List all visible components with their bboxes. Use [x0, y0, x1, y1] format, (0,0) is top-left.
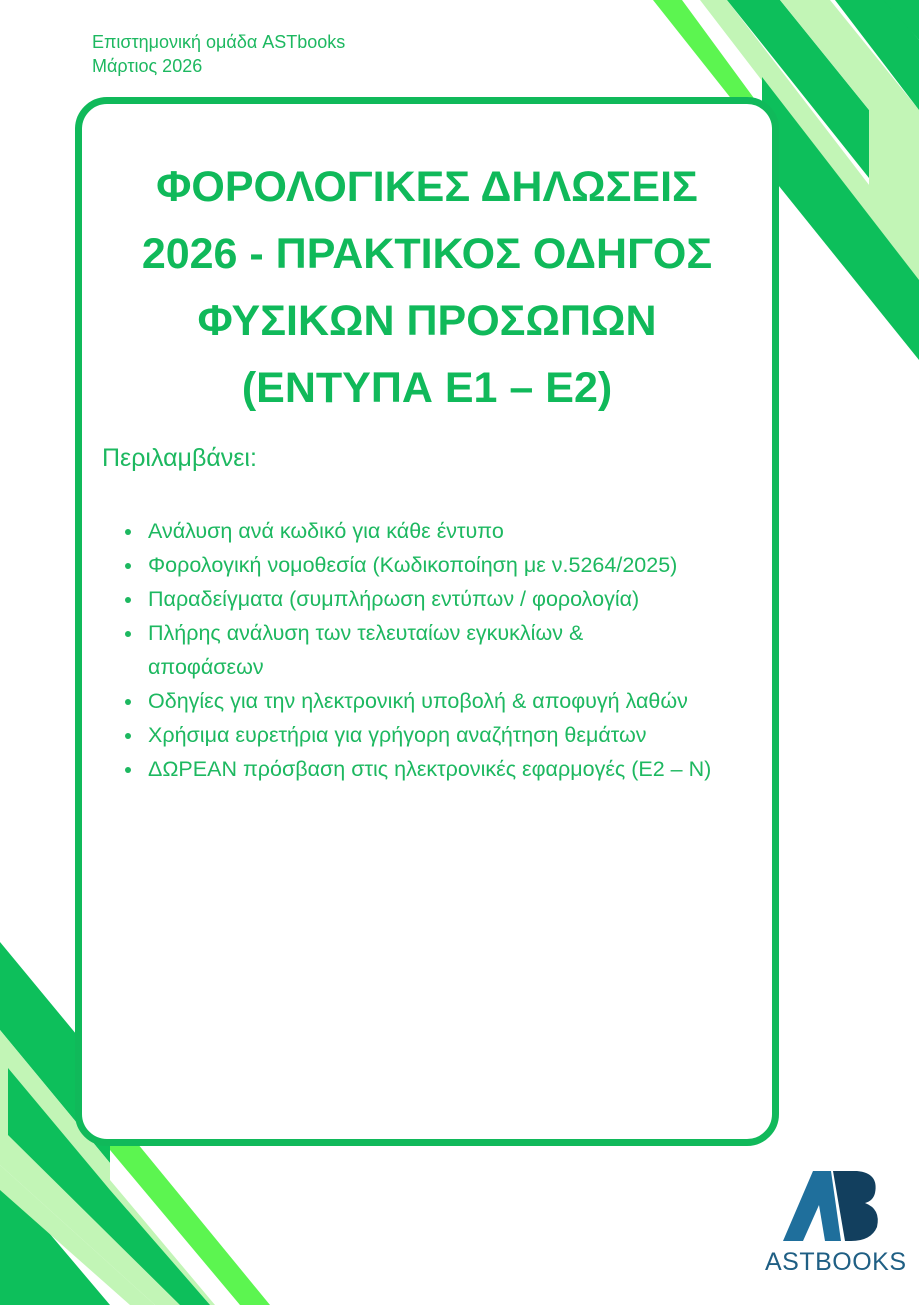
list-item: • ΔΩΡΕΑΝ πρόσβαση στις ηλεκτρονικές εφαρμογές (Ε2 – Ν) — [144, 752, 748, 786]
content-card — [75, 97, 779, 1146]
header — [92, 30, 345, 78]
list-item: • Χρήσιμα ευρετήρια για γρήγορη αναζήτηση θεμάτων — [144, 718, 784, 752]
list-item: • Πλήρης ανάλυση των τελευταίων εγκυκλίων & αποφάσεων — [144, 616, 668, 684]
author-team: Επιστημονική ομάδα ASTbooks — [92, 32, 346, 52]
logo-text: ASTBOOKS — [765, 1248, 907, 1276]
list-item: • Οδηγίες για την ηλεκτρονική υποβολή & αποφυγή λαθών — [144, 684, 708, 718]
title-line: ΦΟΡΟΛΟΓΙΚΕΣ ΔΗΛΩΣΕΙΣ — [156, 163, 698, 211]
list-item: • Ανάλυση ανά κωδικό για κάθε έντυπο — [144, 514, 784, 548]
publication-date: Μάρτιος 2026 — [92, 56, 203, 76]
title-line: 2026 - ΠΡΑΚΤΙΚΟΣ ΟΔΗΓΟΣ — [141, 230, 713, 278]
ab-monogram-icon — [775, 1165, 885, 1243]
astbooks-logo — [765, 1165, 907, 1277]
intro-label: Περιλαμβάνει: — [102, 444, 257, 472]
title-line: (ΕΝΤΥΠΑ Ε1 – Ε2) — [241, 364, 613, 412]
list-item: • Παραδείγματα (συμπλήρωση εντύπων / φορολογία) — [144, 582, 784, 616]
page-title — [82, 154, 772, 422]
title-line: ΦΥΣΙΚΩΝ ΠΡΟΣΩΠΩΝ — [197, 297, 657, 345]
list-item: • Φορολογική νομοθεσία (Κωδικοποίηση με ν.5264/2025) — [144, 548, 784, 582]
contents-list — [118, 514, 784, 786]
